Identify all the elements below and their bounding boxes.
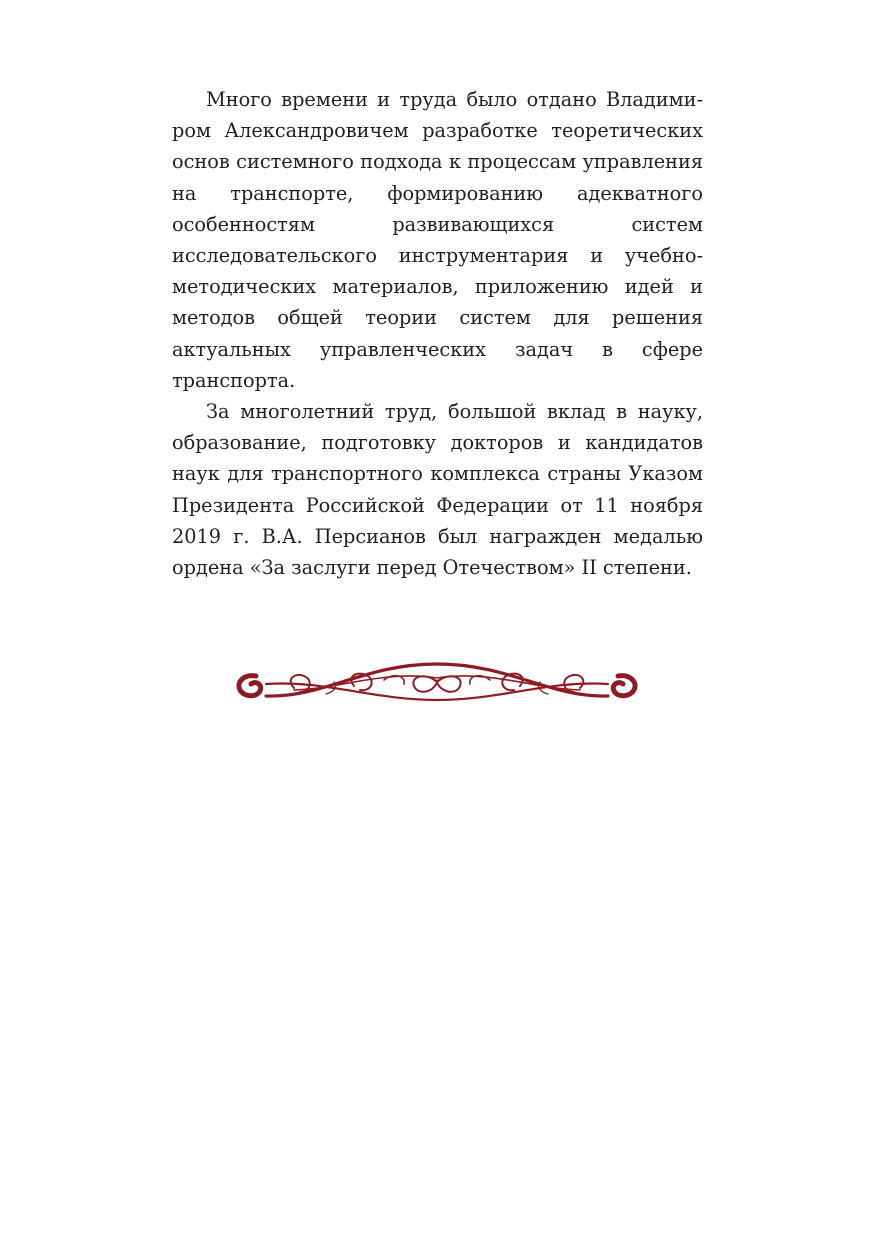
flourish-divider-icon bbox=[234, 658, 640, 704]
paragraph-2: За многолетний труд, большой вклад в науку, образование, подготовку докторов и кандидатов наук для транспортного комплекса страны Указом Президента Российской Федерации от 11 ноября 2019 г. В.А. Персианов был награжден медалью ордена «За заслуги перед Отечеством» II степени. bbox=[172, 400, 703, 580]
body-text bbox=[172, 84, 703, 583]
paragraph-1: Много времени и труда было отдано Владимиром Александровичем разработке теоретических основ системного подхода к процессам управления на транспорте, формированию адекватного особенностям развивающихся систем исследовательского инструментария и учебно-методических материалов, приложению идей и методов общей теории систем для решения актуальных управленческих задач в сфере транспорта. bbox=[172, 88, 703, 392]
